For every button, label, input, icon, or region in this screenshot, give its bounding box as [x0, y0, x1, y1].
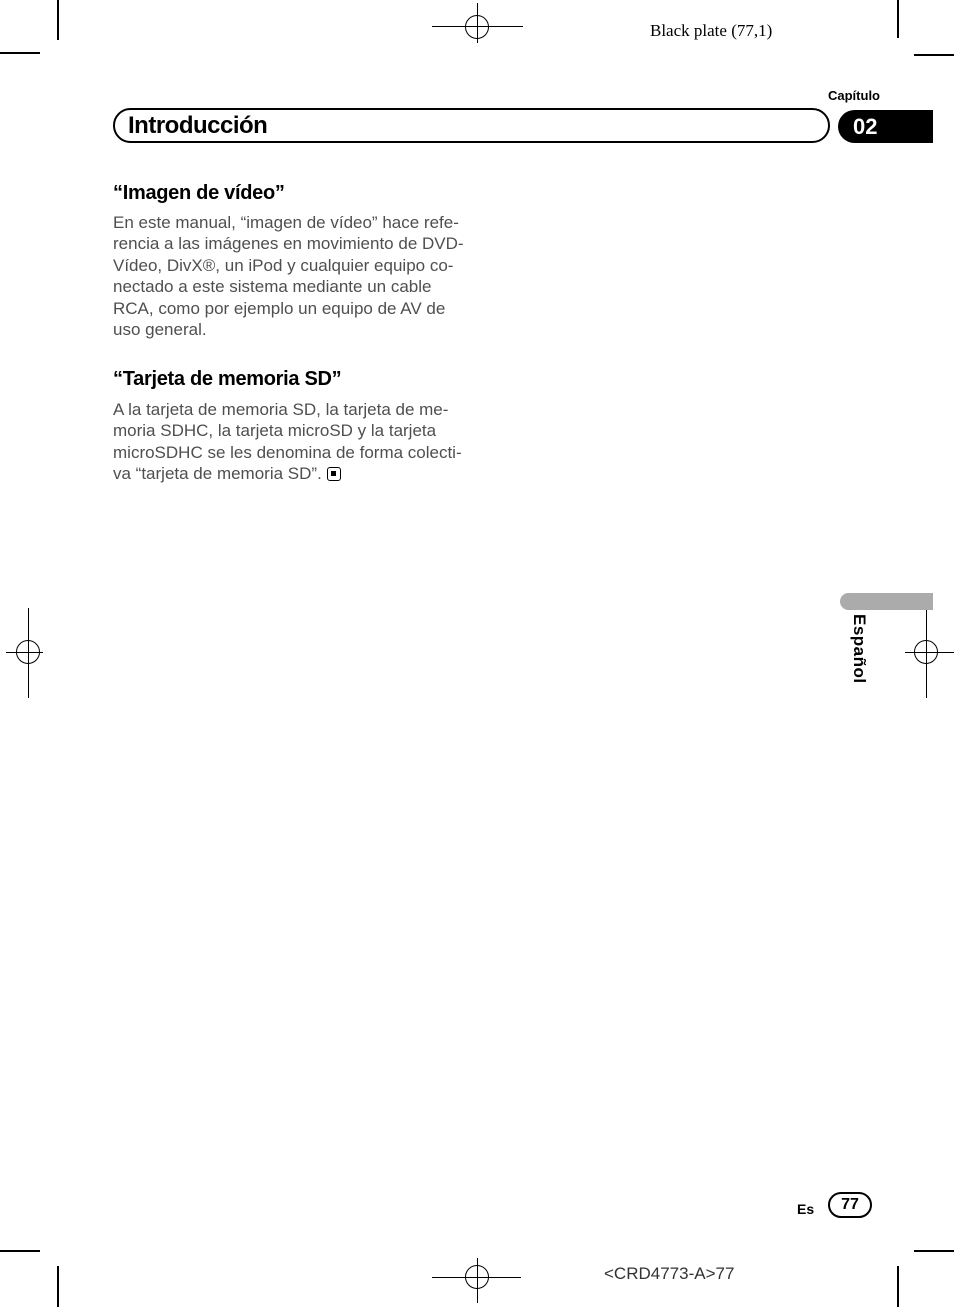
body-line: microSDHC se les denomina de forma colecti-	[113, 442, 462, 462]
body-line: A la tarjeta de memoria SD, la tarjeta de me-	[113, 400, 449, 419]
section-body-imagen-de-video	[113, 212, 464, 340]
body-line: rencia a las imágenes en movimiento de DVD-	[113, 234, 464, 254]
body-line: moria SDHC, la tarjeta microSD y la tarjeta	[113, 421, 437, 441]
section-end-icon	[327, 467, 341, 481]
language-label: Español	[850, 614, 869, 684]
page-number: 77	[841, 1196, 859, 1213]
chapter-number: 02	[853, 113, 878, 139]
section-heading-tarjeta-de-memoria-sd: “Tarjeta de memoria SD”	[113, 368, 342, 390]
crop-mark-bottom-left-h	[0, 1250, 40, 1252]
body-line: nectado a este sistema mediante un cable	[113, 277, 432, 297]
crop-mark-top-left-v	[57, 0, 59, 40]
crop-mark-bottom-right-h	[914, 1250, 954, 1252]
page-title: Introducción	[128, 111, 268, 139]
section-heading-imagen-de-video: “Imagen de vídeo”	[113, 182, 285, 204]
chapter-number-badge	[838, 110, 933, 143]
body-line: En este manual, “imagen de vídeo” hace refe-	[113, 213, 459, 232]
crop-mark-top-left-h	[0, 52, 40, 54]
crop-mark-top-right-v	[897, 0, 899, 38]
body-line: va “tarjeta de memoria SD”.	[113, 464, 322, 484]
crop-mark-top-right-h	[914, 54, 954, 56]
body-line: Vídeo, DivX®, un iPod y cualquier equipo co-	[113, 255, 454, 275]
plate-label: Black plate (77,1)	[650, 21, 773, 40]
body-line: RCA, como por ejemplo un equipo de AV de	[113, 298, 446, 318]
section-body-tarjeta-de-memoria-sd	[113, 399, 462, 485]
footer-language-abbr: Es	[797, 1201, 815, 1217]
body-line: uso general.	[113, 320, 207, 340]
language-tab-bar	[840, 593, 933, 610]
body-line-last	[113, 463, 462, 484]
page-title-box	[113, 108, 830, 143]
chapter-label: Capítulo	[828, 88, 880, 103]
page-number-pill	[828, 1192, 872, 1218]
crop-mark-bottom-right-v	[897, 1266, 899, 1307]
print-code-label: <CRD4773-A>77	[604, 1264, 735, 1283]
crop-mark-bottom-left-v	[57, 1266, 59, 1307]
